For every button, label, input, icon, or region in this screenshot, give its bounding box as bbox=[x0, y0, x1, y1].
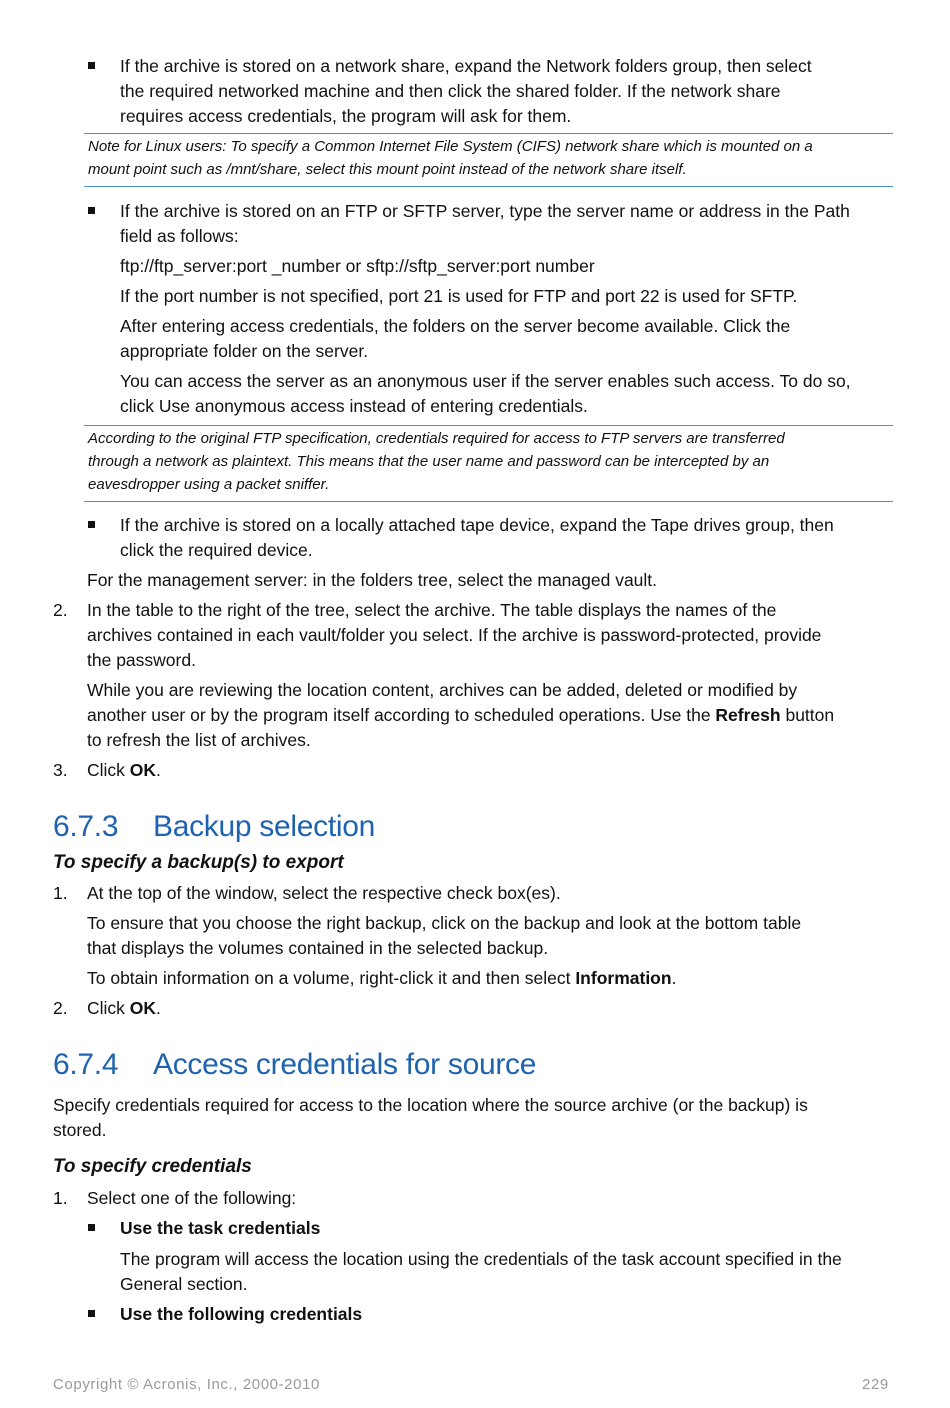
procedure-heading: To specify a backup(s) to export bbox=[53, 852, 344, 873]
procedure-heading: To specify credentials bbox=[53, 1156, 252, 1177]
paragraph-line: To obtain information on a volume, right-click it and then select Information. bbox=[87, 968, 677, 988]
note-line: mount point such as /mnt/share, select this mount point instead of the network share itself. bbox=[88, 161, 687, 178]
bullet-marker bbox=[88, 62, 95, 69]
ok-term: OK bbox=[129, 998, 157, 1018]
paragraph-line: At the top of the window, select the respective check box(es). bbox=[87, 883, 561, 903]
paragraph-line: archives contained in each vault/folder you select. If the archive is password-protected, provide bbox=[87, 625, 822, 645]
bullet-marker bbox=[88, 521, 95, 528]
step-number: 1. bbox=[53, 1188, 68, 1208]
section-number: 6.7.4 bbox=[53, 1048, 119, 1081]
option-label: Use the following credentials bbox=[120, 1304, 363, 1324]
paragraph-line: If the archive is stored on a locally attached tape device, expand the Tape drives group, then bbox=[120, 515, 834, 535]
paragraph-line: In the table to the right of the tree, select the archive. The table displays the names of the bbox=[87, 600, 777, 620]
section-title: Backup selection bbox=[153, 810, 376, 843]
paragraph-line: For the management server: in the folders tree, select the managed vault. bbox=[87, 570, 658, 590]
information-term: Information bbox=[575, 968, 672, 988]
section-number: 6.7.3 bbox=[53, 810, 119, 843]
bullet-marker bbox=[88, 1310, 95, 1317]
section-title: Access credentials for source bbox=[153, 1048, 537, 1081]
step-number: 2. bbox=[53, 998, 68, 1018]
paragraph-line: Specify credentials required for access to the location where the source archive (or the backup) is bbox=[53, 1095, 808, 1115]
step-number: 3. bbox=[53, 760, 68, 780]
bullet-marker bbox=[88, 1224, 95, 1231]
note-box bbox=[84, 133, 893, 187]
refresh-term: Refresh bbox=[715, 705, 781, 725]
paragraph-line: the required networked machine and then click the shared folder. If the network share bbox=[120, 81, 781, 101]
paragraph-line: The program will access the location using the credentials of the task account specified in the bbox=[120, 1249, 842, 1269]
paragraph-line: To ensure that you choose the right backup, click on the backup and look at the bottom table bbox=[87, 913, 802, 933]
paragraph-line: the password. bbox=[87, 650, 196, 670]
paragraph-line: click Use anonymous access instead of entering credentials. bbox=[120, 396, 588, 416]
paragraph-line: requires access credentials, the program will ask for them. bbox=[120, 106, 572, 126]
paragraph-line: that displays the volumes contained in the selected backup. bbox=[87, 938, 549, 958]
step-number: 1. bbox=[53, 883, 68, 903]
note-line: Note for Linux users: To specify a Common Internet File System (CIFS) network share which is mounted on a bbox=[88, 138, 813, 155]
bullet-marker bbox=[88, 207, 95, 214]
paragraph-line: click the required device. bbox=[120, 540, 313, 560]
note-box bbox=[84, 425, 893, 502]
paragraph-line: If the archive is stored on a network share, expand the Network folders group, then select bbox=[120, 56, 812, 76]
paragraph-line: another user or by the program itself according to scheduled operations. Use the Refresh button bbox=[87, 705, 835, 725]
step-number: 2. bbox=[53, 600, 68, 620]
paragraph-line: to refresh the list of archives. bbox=[87, 730, 311, 750]
note-line: through a network as plaintext. This means that the user name and password can be intercepted by an bbox=[88, 453, 770, 470]
footer-copyright: Copyright © Acronis, Inc., 2000-2010 bbox=[53, 1376, 320, 1393]
ftp-example: ftp://ftp_server:port _number or sftp://sftp_server:port number bbox=[120, 256, 595, 276]
paragraph-line: stored. bbox=[53, 1120, 107, 1140]
note-line: According to the original FTP specification, credentials required for access to FTP servers are transferred bbox=[88, 430, 785, 447]
paragraph-line: If the port number is not specified, port 21 is used for FTP and port 22 is used for SFTP. bbox=[120, 286, 798, 306]
paragraph-line: You can access the server as an anonymous user if the server enables such access. To do so, bbox=[120, 371, 851, 391]
paragraph-line: field as follows: bbox=[120, 226, 239, 246]
paragraph-line: After entering access credentials, the folders on the server become available. Click the bbox=[120, 316, 791, 336]
paragraph-line: appropriate folder on the server. bbox=[120, 341, 369, 361]
paragraph-line: Click OK. bbox=[87, 760, 161, 780]
option-label: Use the task credentials bbox=[120, 1218, 321, 1238]
page-number: 229 bbox=[862, 1376, 889, 1393]
paragraph-line: Select one of the following: bbox=[87, 1188, 297, 1208]
paragraph-line: While you are reviewing the location content, archives can be added, deleted or modified by bbox=[87, 680, 798, 700]
paragraph-line: Click OK. bbox=[87, 998, 161, 1018]
paragraph-line: If the archive is stored on an FTP or SFTP server, type the server name or address in the Path bbox=[120, 201, 850, 221]
ok-term: OK bbox=[129, 760, 157, 780]
paragraph-line: General section. bbox=[120, 1274, 248, 1294]
note-line: eavesdropper using a packet sniffer. bbox=[88, 476, 330, 493]
